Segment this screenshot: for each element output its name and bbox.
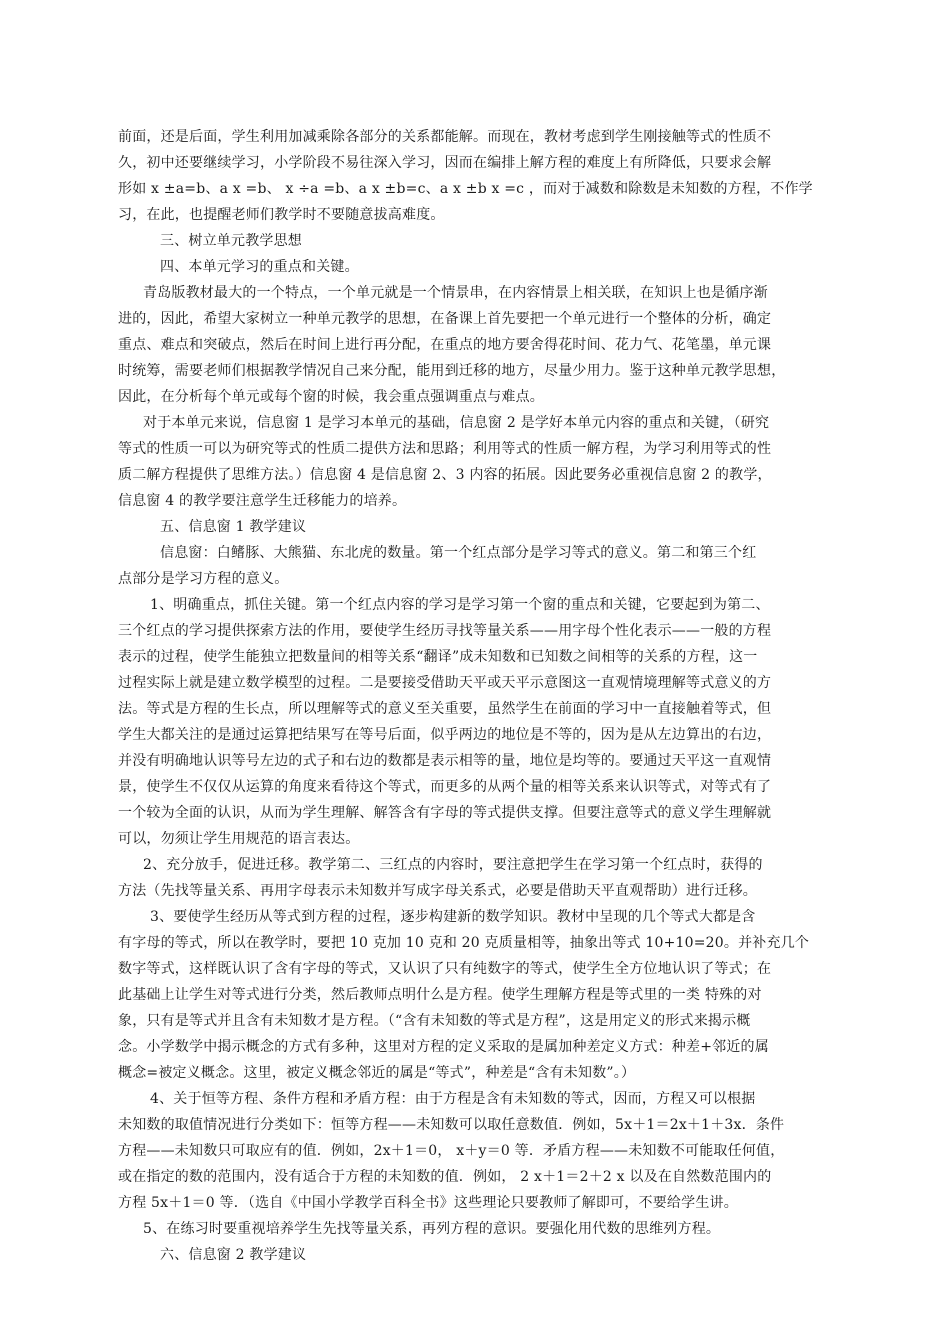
section-heading: 六、信息窗 2 教学建议 [160,1247,307,1263]
text-line: 表示的过程，使学生能独立把数量间的相等关系“翻译”成未知数和已知数之间相等的关系的方程，这一 [118,649,758,665]
text-line: 前面，还是后面，学生利用加减乘除各部分的关系都能解。而现在，教材考虑到学生刚接触等式的性质不 [118,129,772,145]
text-line: 念。小学数学中揭示概念的方式有多种，这里对方程的定义采取的是属加种差定义方式：种差+邻近的属 [118,1039,769,1055]
text-line: 2、充分放手，促进迁移。教学第二、三红点的内容时，要注意把学生在学习第一个红点时，获得的 [143,857,763,873]
text-line: 方法（先找等量关系、再用字母表示未知数并写成字母关系式，必要是借助天平直观帮助）进行迁移。 [118,883,757,899]
text-line: 信息窗 4 的教学要注意学生迁移能力的培养。 [118,493,407,509]
text-line: 等式的性质一可以为研究等式的性质二提供方法和思路；利用等式的性质一解方程，为学习利用等式的性 [118,441,772,457]
text-line: 概念=被定义概念。这里，被定义概念邻近的属是“等式”，种差是“含有未知数”。） [118,1065,636,1081]
text-line: 对于本单元来说，信息窗 1 是学习本单元的基础，信息窗 2 是学好本单元内容的重点和关键，（研究 [143,415,770,431]
text-line: 1、明确重点，抓住关键。第一个红点内容的学习是学习第一个窗的重点和关键，它要起到为第二、 [150,597,770,613]
text-line: 学生大都关注的是通过运算把结果写在等号后面，似乎两边的地位是不等的，因为是从左边算出的右边， [118,727,772,743]
section-heading: 三、树立单元教学思想 [160,233,302,249]
text-line: 象，只有是等式并且含有未知数才是方程。（“含有未知数的等式是方程”，这是用定义的形式来揭示概 [118,1013,751,1029]
text-line: 可以，勿须让学生用规范的语言表达。 [118,831,360,847]
text-line: 因此，在分析每个单元或每个窗的时候，我会重点强调重点与难点。 [118,389,544,405]
text-line: 方程 5x＋1＝0 等．（选自《中国小学教学百科全书》这些理论只要教师了解即可，不要给学生讲。 [118,1195,738,1211]
text-line: 习，在此，也提醒老师们教学时不要随意拔高难度。 [118,207,445,223]
text-line: 法。等式是方程的生长点，所以理解等式的意义至关重要，虽然学生在前面的学习中一直接触着等式，但 [118,701,772,717]
text-line: 方程——未知数只可取应有的值．例如，2x＋1＝0， x＋y＝0 等．矛盾方程——未知数不可能取任何值， [118,1143,785,1159]
text-line: 进的，因此，希望大家树立一种单元教学的思想，在备课上首先要把一个单元进行一个整体的分析，确定 [118,311,772,327]
text-line: 形如 x ±a=b、a x =b、 x ÷a =b、a x ±b=c、a x ±b x =c ，而对于减数和除数是未知数的方程，不作学 [118,181,813,197]
text-line: 有字母的等式，所以在教学时，要把 10 克加 10 克和 20 克质量相等，抽象出等式 10+10=20。并补充几个 [118,935,810,951]
text-line: 过程实际上就是建立数学模型的过程。二是要接受借助天平或天平示意图这一直观情境理解等式意义的方 [118,675,772,691]
text-line: 此基础上让学生对等式进行分类，然后教师点明什么是方程。使学生理解方程是等式里的一类 特殊的对 [118,987,762,1003]
text-line: 4、关于恒等方程、条件方程和矛盾方程：由于方程是含有未知数的等式，因而，方程又可以根据 [150,1091,756,1107]
text-line: 重点、难点和突破点，然后在时间上进行再分配，在重点的地方要舍得花时间、花力气、花笔墨，单元课 [118,337,772,353]
text-line: 3、要使学生经历从等式到方程的过程，逐步构建新的数学知识。教材中呈现的几个等式大都是含 [150,909,756,925]
text-line: 景，使学生不仅仅从运算的角度来看待这个等式，而更多的从两个量的相等关系来认识等式，对等式有了 [118,779,772,795]
text-line: 青岛版教材最大的一个特点，一个单元就是一个情景串，在内容情景上相关联，在知识上也是循序渐 [143,285,768,301]
text-line: 三个红点的学习提供探索方法的作用，要使学生经历寻找等量关系——用字母个性化表示——一般的方程 [118,623,772,639]
text-line: 并没有明确地认识等号左边的式子和右边的数都是表示相等的量，地位是均等的。要通过天平这一直观情 [118,753,772,769]
text-line: 久，初中还要继续学习，小学阶段不易往深入学习，因而在编排上解方程的难度上有所降低，只要求会解 [118,155,772,171]
text-line: 或在指定的数的范围内，没有适合于方程的未知数的值．例如， 2 x＋1＝2＋2 x 以及在自然数范围内的 [118,1169,772,1185]
text-line: 未知数的取值情况进行分类如下：恒等方程——未知数可以取任意数值．例如，5x＋1＝2x＋1＋3x．条件 [118,1117,785,1133]
text-line: 5、在练习时要重视培养学生先找等量关系，再列方程的意识。要强化用代数的思维列方程。 [143,1221,721,1237]
text-line: 时统筹，需要老师们根据教学情况自己来分配，能用到迁移的地方，尽量少用力。鉴于这种单元教学思想， [118,363,786,379]
text-line: 质二解方程提供了思维方法。）信息窗 4 是信息窗 2、3 内容的拓展。因此要务必重视信息窗 2 的教学， [118,467,772,483]
text-line: 点部分是学习方程的意义。 [118,571,289,587]
section-heading: 四、本单元学习的重点和关键。 [160,259,359,275]
section-heading: 五、信息窗 1 教学建议 [160,519,307,535]
text-line: 信息窗：白鳍豚、大熊猫、东北虎的数量。第一个红点部分是学习等式的意义。第二和第三个红 [160,545,757,561]
text-line: 数字等式，这样既认识了含有字母的等式，又认识了只有纯数字的等式，使学生全方位地认识了等式；在 [118,961,772,977]
text-line: 一个较为全面的认识，从而为学生理解、解答含有字母的等式提供支撑。但要注意等式的意义学生理解就 [118,805,772,821]
